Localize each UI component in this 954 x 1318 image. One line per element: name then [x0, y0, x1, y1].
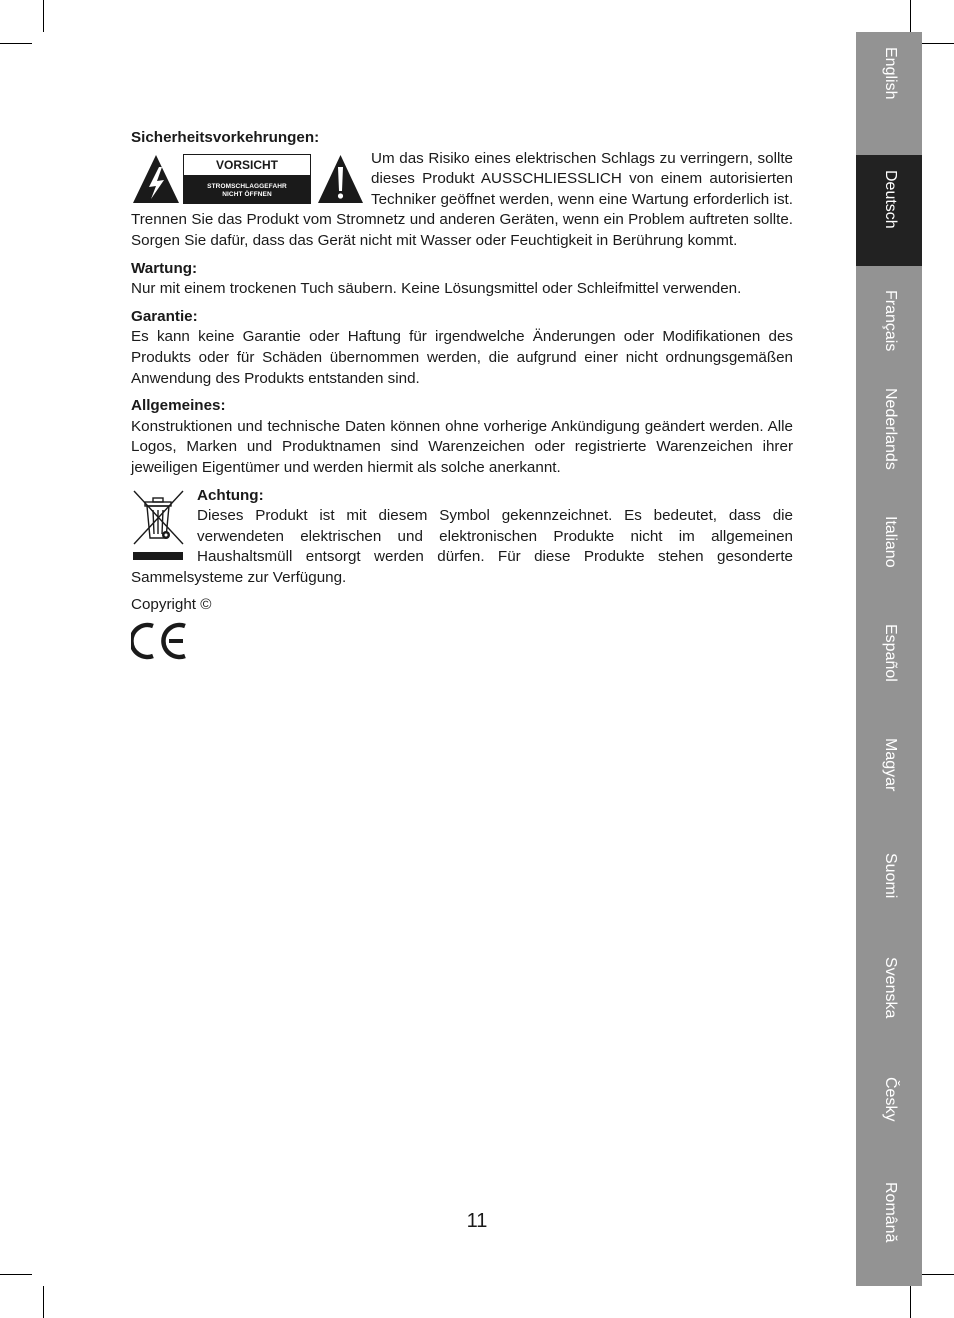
maintenance-heading: Wartung: — [131, 259, 198, 277]
tab-cesky[interactable] — [856, 1062, 922, 1172]
tab-label: Magyar — [882, 738, 899, 792]
general-heading: Allgemeines: — [131, 397, 226, 415]
attention-text: Dieses Produkt ist mit diesem Symbol gekennzeichnet. Es bedeutet, dass die verwendeten elektrischen und elektronischen Produkte nicht im allgemeinen Haushaltsmüll entsorgt werden dürfen. Für diese Produkte stehen gesonderte Sammelsysteme zur Verfügung. — [131, 507, 793, 586]
lightning-warning-icon — [131, 153, 181, 205]
caution-title: VORSICHT — [184, 155, 310, 175]
general-section — [131, 396, 793, 478]
general-text: Konstruktionen und technische Daten können ohne vorherige Ankündigung geändert werden. Alle Logos, Marken und Produktnamen sind Warenzeichen oder registrierte Warenzeichen ihrer jeweiligen Eigentümer und werden hiermit als solche anerkannt. — [131, 417, 793, 476]
warning-label-group — [131, 153, 365, 205]
safety-text: Um das Risiko eines elektrischen Schlags zu verringern, sollte dieses Produkt AUSSCHLIESSLICH von einem autorisierten Techniker geöffnet werden, wenn eine Wartung erforderlich ist. Trennen Sie das Produkt vom Stromnetz und anderen Geräten, wenn ein Problem auftreten sollte. Sorgen Sie dafür, dass das Gerät nicht mit Wasser oder Feuchtigkeit in Berührung kommt. — [131, 149, 793, 249]
tab-label: Svenska — [882, 957, 899, 1019]
crop-mark — [910, 1286, 911, 1318]
tab-label: Italiano — [882, 516, 899, 568]
maintenance-section — [131, 259, 793, 300]
warranty-heading: Garantie: — [131, 307, 198, 325]
crop-mark — [910, 0, 911, 32]
tab-espanol[interactable] — [856, 609, 922, 719]
safety-body — [131, 149, 793, 252]
weee-bin-icon — [131, 488, 187, 564]
language-tabs — [856, 32, 922, 1286]
crop-mark — [0, 43, 32, 44]
exclamation-warning-icon — [316, 153, 365, 205]
tab-label: Español — [882, 624, 899, 682]
attention-heading: Achtung: — [197, 486, 264, 504]
tab-romana[interactable] — [856, 1167, 922, 1277]
caution-subtitle-line: STROMSCHLAGGEFAHR — [207, 182, 287, 190]
tab-label: Română — [882, 1182, 899, 1243]
tab-label: Deutsch — [882, 170, 899, 229]
crop-mark — [922, 43, 954, 44]
warranty-section — [131, 307, 793, 389]
crop-mark — [43, 1286, 44, 1318]
ce-mark — [131, 622, 793, 667]
safety-heading: Sicherheitsvorkehrungen: — [131, 129, 320, 146]
caution-label — [183, 154, 311, 204]
tab-magyar[interactable] — [856, 723, 922, 833]
safety-section — [131, 128, 793, 252]
tab-label: Nederlands — [882, 388, 899, 470]
tab-label: Česky — [882, 1077, 899, 1122]
tab-francais[interactable] — [856, 275, 922, 375]
page-content — [131, 128, 793, 667]
maintenance-text: Nur mit einem trockenen Tuch säubern. Keine Lösungsmittel oder Schleifmittel verwenden. — [131, 280, 742, 298]
tab-deutsch[interactable] — [856, 155, 922, 266]
ce-mark-icon — [131, 622, 189, 660]
tab-italiano[interactable] — [856, 501, 922, 611]
page-number: 11 — [466, 1210, 488, 1232]
tab-label: English — [882, 47, 899, 100]
caution-subtitle-line: NICHT ÖFFNEN — [222, 190, 272, 198]
crop-mark — [43, 0, 44, 32]
tab-svenska[interactable] — [856, 942, 922, 1052]
tab-english[interactable] — [856, 32, 922, 155]
caution-subtitle — [184, 183, 310, 199]
tab-label: Français — [882, 290, 899, 352]
tab-nederlands[interactable] — [856, 373, 922, 493]
copyright-text: Copyright © — [131, 596, 212, 614]
warranty-text: Es kann keine Garantie oder Haftung für irgendwelche Änderungen oder Modifikationen des Produkts oder für Schäden übernommen werden, die aufgrund einer nicht ordnungsgemäßen Anwendung des Produkts entstanden sind. — [131, 328, 793, 387]
attention-section — [131, 486, 793, 589]
crop-mark — [0, 1274, 32, 1275]
crop-mark — [922, 1274, 954, 1275]
tab-label: Suomi — [882, 853, 899, 899]
weee-symbol — [131, 488, 187, 568]
tab-suomi[interactable] — [856, 838, 922, 948]
